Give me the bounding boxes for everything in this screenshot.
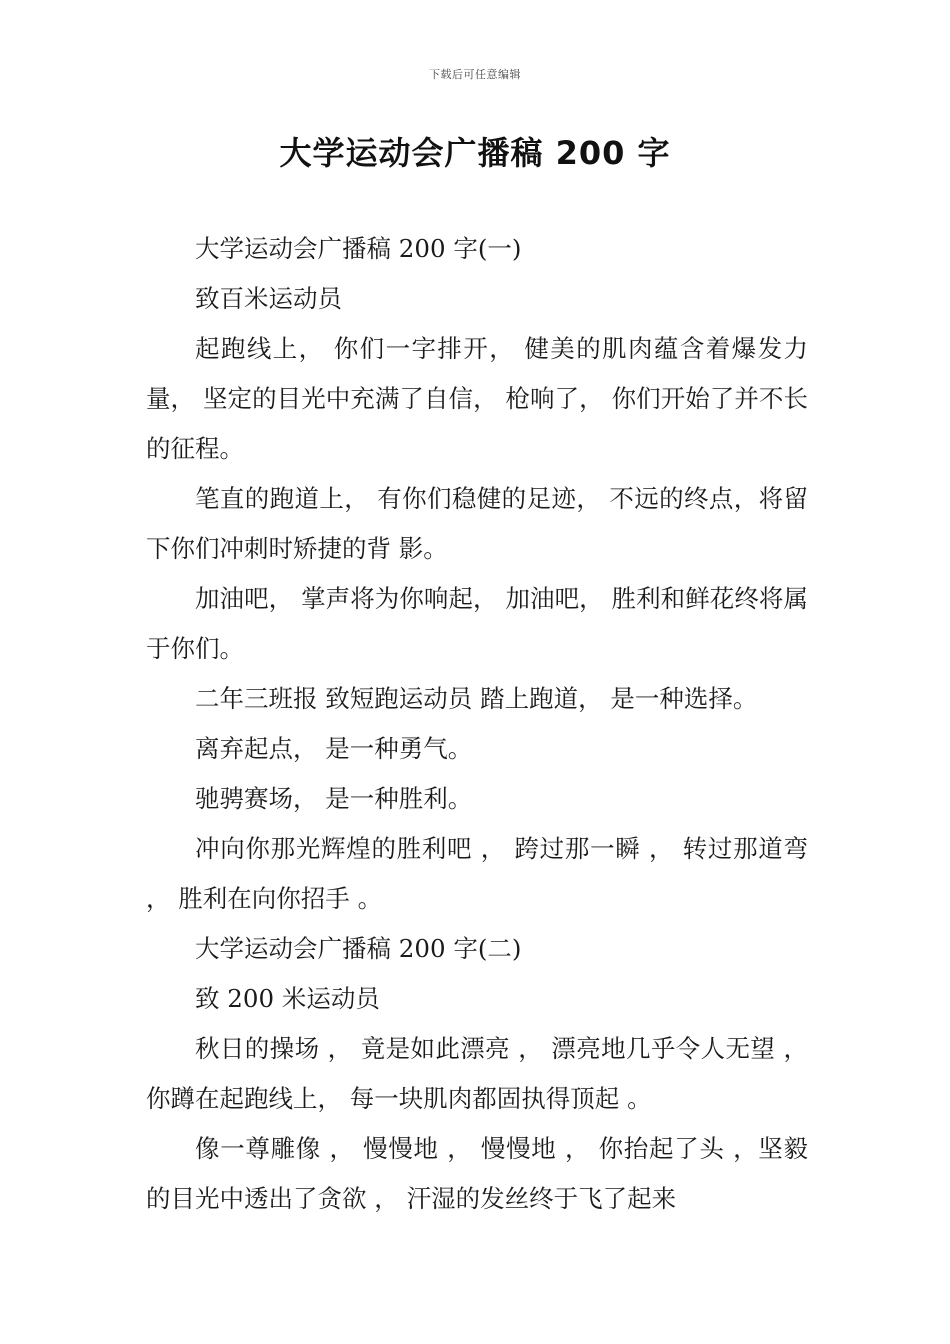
section-heading: 大学运动会广播稿 200 字(二): [195, 934, 522, 963]
paragraph: 加油吧， 掌声将为你响起， 加油吧， 胜利和鲜花终将属于你们。: [146, 584, 808, 663]
section-heading: 大学运动会广播稿 200 字(一): [195, 234, 522, 263]
document-body: [146, 224, 816, 1224]
paragraph: 起跑线上， 你们一字排开， 健美的肌肉蕴含着爆发力量， 坚定的目光中充满了自信， 枪响了， 你们开始了并不长的征程。: [146, 334, 808, 463]
paragraph: 二年三班报 致短跑运动员 踏上跑道， 是一种选择。: [195, 684, 758, 713]
paragraph: 离弃起点， 是一种勇气。: [195, 734, 473, 763]
document-title: 大学运动会广播稿 200 字: [279, 134, 671, 172]
paragraph: 致 200 米运动员: [195, 984, 380, 1013]
header-note: 下载后可任意编辑: [429, 68, 521, 81]
paragraph: 像一尊雕像 ， 慢慢地 ， 慢慢地 ， 你抬起了头 ，坚毅的目光中透出了贪欲 ， 汗湿的发丝终于飞了起来: [146, 1134, 808, 1213]
paragraph: 冲向你那光辉煌的胜利吧 ， 跨过那一瞬 ， 转过那道弯 ， 胜利在向你招手 。: [146, 834, 816, 913]
paragraph: 笔直的跑道上， 有你们稳健的足迹， 不远的终点，将留下你们冲刺时矫捷的背 影。: [146, 484, 808, 563]
paragraph: 驰骋赛场， 是一种胜利。: [195, 784, 473, 813]
paragraph: 秋日的操场 ， 竟是如此漂亮 ， 漂亮地几乎令人无望 ， 你蹲在起跑线上， 每一块肌肉都固执得顶起 。: [146, 1034, 816, 1113]
paragraph: 致百米运动员: [195, 284, 342, 313]
